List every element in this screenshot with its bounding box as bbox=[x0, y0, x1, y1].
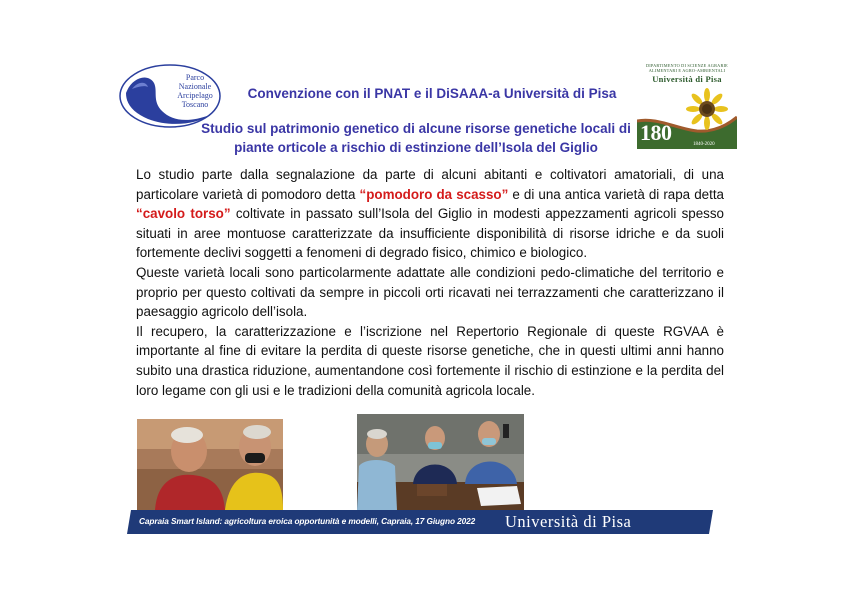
department-line: DIPARTIMENTO DI SCIENZE AGRARIE bbox=[646, 63, 728, 68]
slide-subtitle bbox=[188, 119, 644, 157]
paragraph-1 bbox=[136, 165, 724, 263]
parco-logo-line: Nazionale bbox=[178, 82, 212, 91]
anniversary-number: 180 bbox=[640, 120, 672, 145]
highlight-pomodoro: “pomodoro da scasso” bbox=[359, 186, 509, 202]
slide-title: Convenzione con il PNAT e il DiSAAA-a Università di Pisa bbox=[247, 86, 617, 101]
subtitle-line: Studio sul patrimonio genetico di alcune risorse genetiche locali di bbox=[201, 121, 631, 136]
unipi-180-logo bbox=[637, 63, 737, 149]
parco-logo-line: Arcipelago bbox=[177, 91, 213, 100]
paragraph-2: Queste varietà locali sono particolarmente adattate alle condizioni pedo-climatiche del territorio e proprio per questo coltivati da sempre in piccoli orti ricavati nei terrazzamenti che caratterizzano il paesaggio agricolo dell’isola. bbox=[136, 264, 724, 320]
subtitle-line: piante orticole a rischio di estinzione dell’Isola del Giglio bbox=[234, 140, 598, 155]
footer-band bbox=[127, 510, 713, 534]
text-run: coltivate in passato sull’Isola del Giglio in modesti appezzamenti agricoli spesso situati in aree montuose caratterizzate da insufficiente disponibilità di risorse idriche e da suoli fortemente declivi soggetti a fenomeni di degrado fisico, chimico e biologico. bbox=[136, 206, 724, 261]
body-text bbox=[136, 165, 724, 400]
parco-logo-line: Toscano bbox=[181, 100, 209, 109]
photo-two-farmers bbox=[137, 419, 283, 510]
text-run: Lo studio parte dalla segnalazione da parte di alcuni abitanti e coltivatori amatoriali, di una particolare varietà di pomodoro detta bbox=[136, 167, 724, 202]
anniversary-years: 1840-2020 bbox=[693, 142, 715, 147]
footer-event-text: Capraia Smart Island: agricoltura eroica opportunità e modelli, Capraia, 17 Giugno 2022 bbox=[139, 516, 476, 526]
highlight-cavolo: “cavolo torso” bbox=[136, 206, 231, 222]
university-name: Università di Pisa bbox=[652, 74, 722, 84]
footer-university-brand: Università di Pisa bbox=[505, 512, 632, 531]
paragraph-3: Il recupero, la caratterizzazione e l’iscrizione nel Repertorio Regionale di queste RGVAA è importante al fine di evitare la perdita di queste risorse genetiche, che in questi ultimi anni hanno subito una drastica riduzione, aumentandone così fortemente il rischio di estinzione e la perdita del loro legame con gli usi e le tradizioni della comunità agricola locale. bbox=[136, 323, 724, 398]
parco-logo-line: Parco bbox=[185, 73, 205, 82]
photo-group-meeting bbox=[357, 414, 524, 510]
text-run: e di una antica varietà di rapa detta bbox=[508, 186, 724, 202]
department-line: ALIMENTARI E AGRO-AMBIENTALI bbox=[648, 68, 726, 73]
